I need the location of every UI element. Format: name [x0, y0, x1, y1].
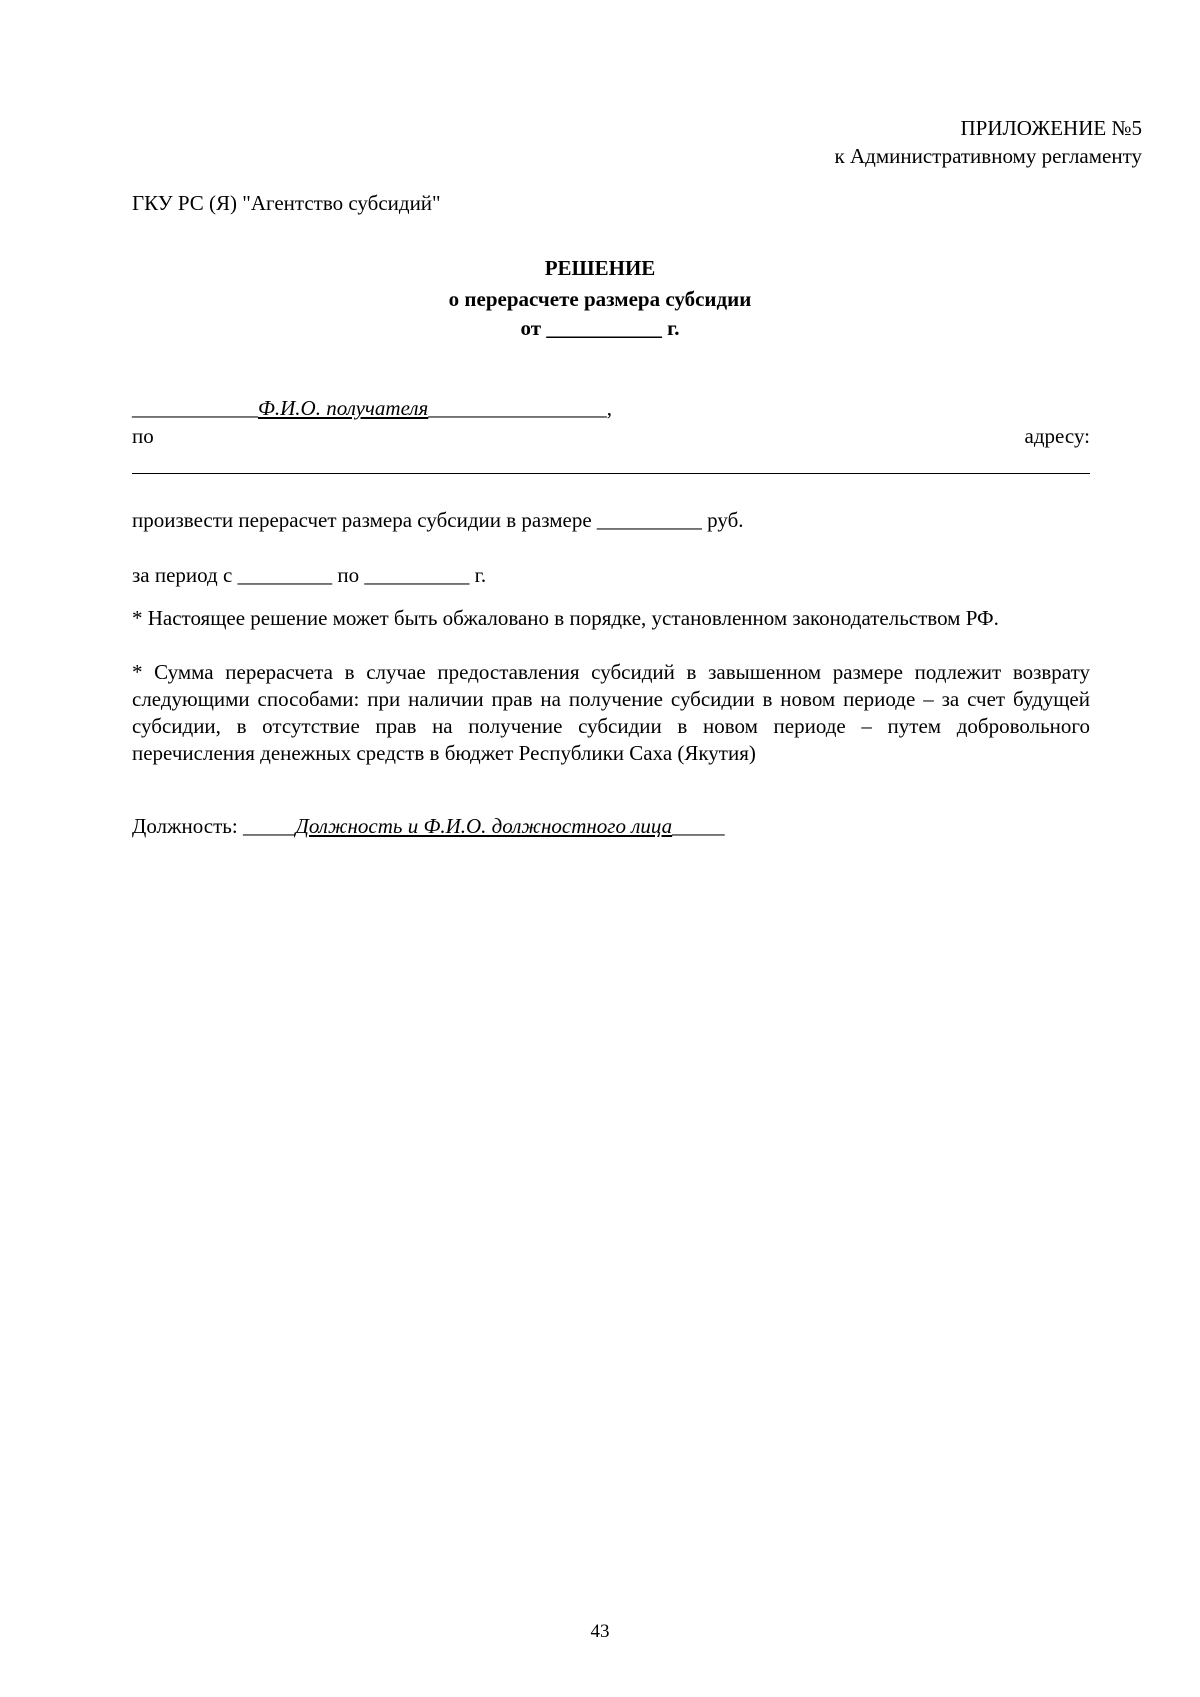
period-middle: по — [337, 563, 360, 587]
recalc-unit: руб. — [707, 508, 744, 532]
recalc-text: произвести перерасчет размера субсидии в размере — [132, 508, 592, 532]
page-number: 43 — [590, 1621, 610, 1642]
note-appeal: * Настоящее решение может быть обжаловано в порядке, установленном законодательством РФ. — [132, 606, 999, 630]
recipient-blank-before: ____________ — [132, 396, 258, 420]
period-blank-to: __________ — [364, 563, 470, 587]
recipient-blank-after: _________________ — [428, 396, 607, 420]
appendix-subtitle: к Административному регламенту — [834, 144, 1142, 168]
appendix-title: ПРИЛОЖЕНИЕ №5 — [960, 116, 1142, 140]
address-label-right: адресу: — [1024, 424, 1090, 448]
signature-label: Должность: — [132, 814, 238, 838]
recipient-line — [132, 398, 612, 419]
recipient-label: Ф.И.О. получателя — [258, 396, 429, 420]
signature-blank-before: _____ — [242, 814, 296, 838]
date-prefix: от — [520, 316, 542, 340]
signature-line — [132, 816, 725, 837]
period-line — [132, 565, 486, 586]
decision-subtitle: о перерасчете размера субсидии — [448, 287, 752, 311]
note-refund: * Сумма перерасчета в случае предоставления субсидий в завышенном размере подлежит возврату следующими способами: при наличии прав на получение субсидии в новом периоде – за счет будущей субсидии, в отсутствие прав на получение субсидии в новом периоде – путем добровольного перечисления денежных средств в бюджет Республики Саха (Якутия) — [132, 660, 1090, 765]
recalc-blank: __________ — [596, 508, 702, 532]
period-suffix: г. — [474, 563, 487, 587]
recalc-line — [132, 510, 744, 531]
recipient-comma: , — [606, 396, 613, 420]
signature-blank-after: _____ — [672, 814, 725, 838]
decision-date-line — [0, 318, 1200, 339]
period-prefix: за период с — [132, 563, 233, 587]
signature-value: Должность и Ф.И.О. должностного лица — [295, 814, 673, 838]
address-underline — [132, 473, 1090, 474]
date-suffix: г. — [667, 316, 680, 340]
organization-name: ГКУ РС (Я) "Агентство субсидий" — [132, 191, 441, 215]
period-blank-from: _________ — [237, 563, 333, 587]
decision-title: РЕШЕНИЕ — [544, 256, 656, 280]
date-blank: ___________ — [546, 316, 662, 340]
address-label-left: по — [132, 424, 154, 448]
